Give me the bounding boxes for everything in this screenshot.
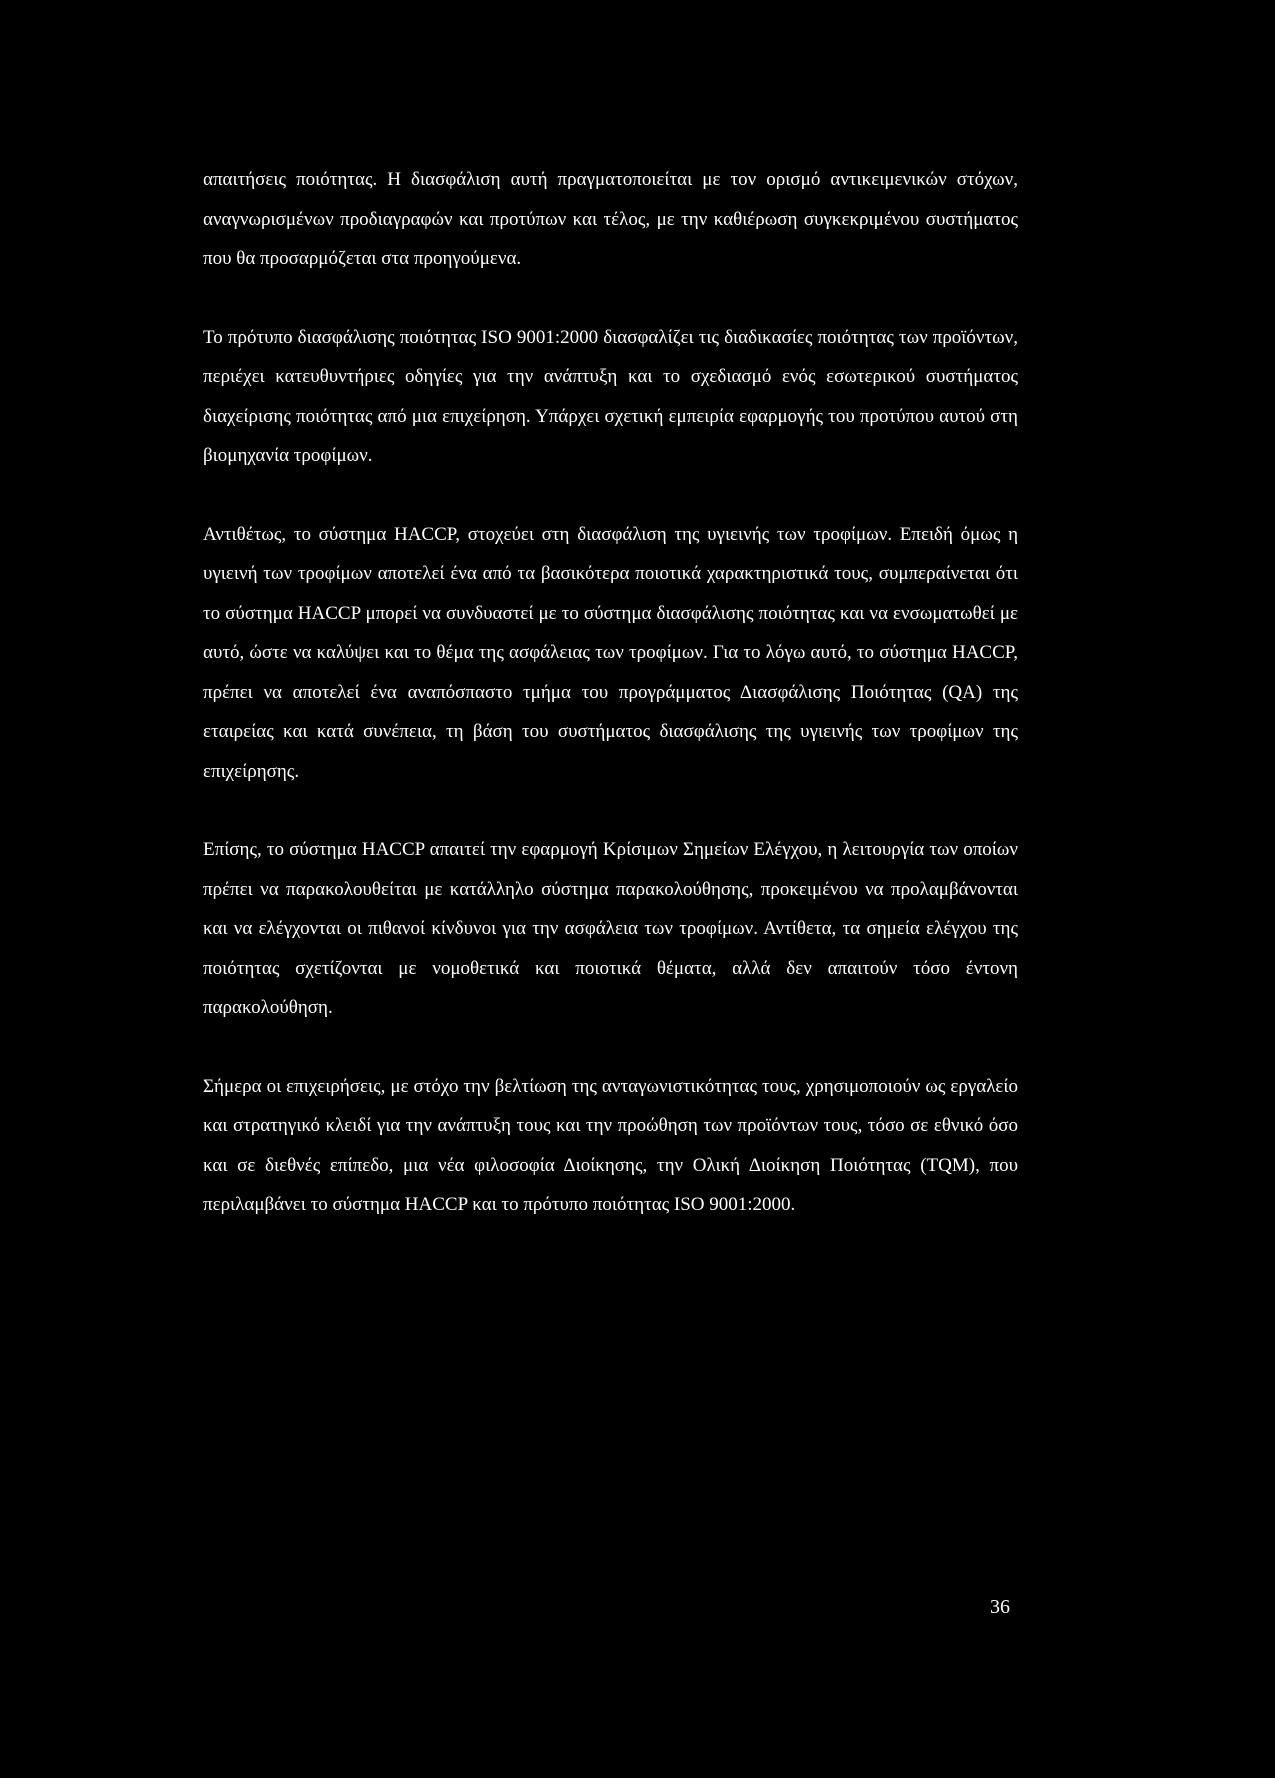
paragraph-4: Επίσης, το σύστημα HACCP απαιτεί την εφαρμογή Κρίσιμων Σημείων Ελέγχου, η λειτουργία των οποίων πρέπει να παρακολουθείται με κατάλληλο σύστημα παρακολούθησης, προκειμένου να προλαμβάνονται και να ελέγχονται οι πιθανοί κίνδυνοι για την ασφάλεια των τροφίμων. Αντίθετα, τα σημεία ελέγχου της ποιότητας σχετίζονται με νομοθετικά και ποιοτικά θέματα, αλλά δεν απαιτούν τόσο έντονη παρακολούθηση. bbox=[203, 839, 1018, 1018]
document-body bbox=[203, 160, 1018, 1225]
paragraph-2: Το πρότυπο διασφάλισης ποιότητας ISO 9001:2000 διασφαλίζει τις διαδικασίες ποιότητας των προϊόντων, περιέχει κατευθυντήριες οδηγίες για την ανάπτυξη και το σχεδιασμό ενός εσωτερικού συστήματος διαχείρισης ποιότητας από μια επιχείρηση. Υπάρχει σχετική εμπειρία εφαρμογής του προτύπου αυτού στη βιομηχανία τροφίμων. bbox=[203, 326, 1018, 466]
page-number: 36 bbox=[990, 1596, 1010, 1618]
paragraph-5: Σήμερα οι επιχειρήσεις, με στόχο την βελτίωση της ανταγωνιστικότητας τους, χρησιμοποιούν ως εργαλείο και στρατηγικό κλειδί για την ανάπτυξη τους και την προώθηση των προϊόντων τους, τόσο σε εθνικό όσο και σε διεθνές επίπεδο, μια νέα φιλοσοφία Διοίκησης, την Ολική Διοίκηση Ποιότητας (TQM), που περιλαμβάνει το σύστημα HACCP και το πρότυπο ποιότητας ISO 9001:2000. bbox=[203, 1075, 1018, 1215]
paragraph-1: απαιτήσεις ποιότητας. Η διασφάλιση αυτή πραγματοποιείται με τον ορισμό αντικειμενικών στόχων, αναγνωρισμένων προδιαγραφών και προτύπων και τέλος, με την καθιέρωση συγκεκριμένου συστήματος που θα προσαρμόζεται στα προηγούμενα. bbox=[203, 169, 1018, 269]
paragraph-3: Αντιθέτως, το σύστημα HACCP, στοχεύει στη διασφάλιση της υγιεινής των τροφίμων. Επειδή όμως η υγιεινή των τροφίμων αποτελεί ένα από τα βασικότερα ποιοτικά χαρακτηριστικά τους, συμπεραίνεται ότι το σύστημα HACCP μπορεί να συνδυαστεί με το σύστημα διασφάλισης ποιότητας και να ενσωματωθεί με αυτό, ώστε να καλύψει και το θέμα της ασφάλειας των τροφίμων. Για το λόγω αυτό, το σύστημα HACCP, πρέπει να αποτελεί ένα αναπόσπαστο τμήμα του προγράμματος Διασφάλισης Ποιότητας (QA) της εταιρείας και κατά συνέπεια, τη βάση του συστήματος διασφάλισης της υγιεινής των τροφίμων της επιχείρησης. bbox=[203, 523, 1018, 782]
